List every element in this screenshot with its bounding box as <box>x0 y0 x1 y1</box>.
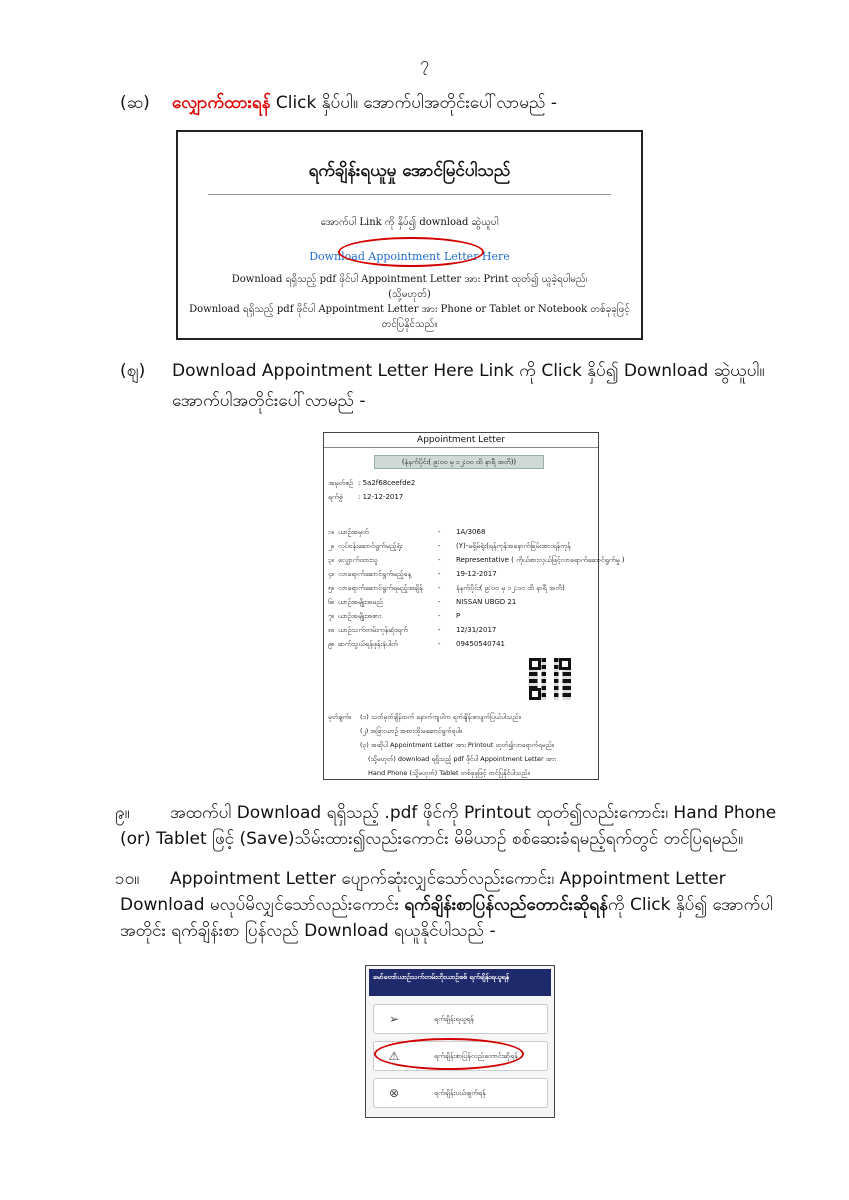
highlight-oval <box>338 237 484 267</box>
paragraph-10-text-a: Appointment Letter ပျောက်ဆုံးလျှင်သော်လည်းကောင်း၊ Appointment Letter Download မလုပ်မိလျှင်သော်လည်းကောင်း <box>120 869 726 915</box>
appointment-letter-screenshot <box>323 432 625 780</box>
success-title: ရက်ချိန်းရယူမှု အောင်မြင်ပါသည် <box>308 161 511 181</box>
warning-icon: ⚠ <box>388 1049 400 1063</box>
letter-row: ၁။ ယာဉ်အမှတ် - 1A/3068 <box>328 528 486 536</box>
menu-header: မော်တော်ယာဉ်သက်တမ်းတိုးယာဉ်စစ် ရက်ချိန်းရယူရန် <box>369 969 551 996</box>
menu-item-label: ရက်ချိန်းရယူရန် <box>434 1015 474 1023</box>
step-ja-text: Click နှိပ်ပါ။ အောက်ပါအတိုင်းပေါ်လာမည် - <box>270 93 557 113</box>
letter-note: (၃) အဆိုပါ Appointment Letter အား Printout ထုတ်၍လာရောက်ရမည်။ <box>360 741 554 749</box>
highlight-oval <box>374 1038 524 1070</box>
letter-note: Hand Phone (သို့မဟုတ်) Tablet တစ်ခုခုဖြင့် တင်ပြနိုင်ပါသည်။ <box>368 769 530 777</box>
letter-time-band: (နံနက်ပိုင်း( ၉:၀၀ မှ ၁၂:၀၀ ထိ နာရီ အတိ)) <box>374 455 544 469</box>
title-divider <box>208 194 611 195</box>
download-appointment-link[interactable]: Download Appointment Letter Here <box>309 250 510 263</box>
menu-get-appointment-button[interactable] <box>373 1004 548 1034</box>
paragraph-10 <box>115 866 800 944</box>
letter-meta-row: အမှတ်စဉ် : 5a2f68ceefde2 <box>328 479 416 487</box>
letter-row: ၈။ ယာဉ်သက်တမ်းကုန်ဆုံးရက် - 12/31/2017 <box>328 626 497 634</box>
step-ja <box>120 90 557 116</box>
step-jha-text: Download Appointment Letter Here Link ကို Click နှိပ်၍ Download ဆွဲယူပါ။ <box>172 361 765 381</box>
step-jha-label: (ဈ) <box>120 361 146 381</box>
step-ja-label: (ဆ) <box>120 93 150 113</box>
success-note-3: Download ရရှိသည့် pdf ဖိုင်ပါ Appointment Letter အား Phone or Tablet or Notebook တစ်ခုခုဖြင့် တင်ပြနိုင်သည်။ <box>189 304 630 330</box>
success-note-2: (သို့မဟုတ်) <box>388 289 431 300</box>
apply-link-text: လျှောက်ထားရန် <box>172 93 271 113</box>
letter-notes-label: မှတ်ချက်။ <box>328 713 352 721</box>
step-jha-line2: အောက်ပါအတိုင်းပေါ်လာမည် - <box>172 391 366 411</box>
letter-row: ၇။ ယာဉ်အမျိုးအစား - P <box>328 612 461 620</box>
qr-corner <box>529 658 541 670</box>
menu-item-label: ရက်ချိန်းစာပြန်လည်တောင်းဆိုရန် <box>434 1052 518 1060</box>
appointment-menu-screenshot <box>365 965 555 1118</box>
letter-meta-row: ရက်စွဲ : 12-12-2017 <box>328 493 404 501</box>
request-letter-link-text: ရက်ချိန်းစာပြန်လည်တောင်းဆိုရန် <box>404 895 608 915</box>
letter-row: ၄။ လာရောက်ဆောင်ရွက်မည့်နေ့ - 19-12-2017 <box>328 570 497 578</box>
paragraph-9-text: အထက်ပါ Download ရရှိသည့် .pdf ဖိုင်ကို Printout ထုတ်၍လည်းကောင်း၊ Hand Phone (or) Tablet ဖြင့် (Save)သိမ်းထား၍လည်းကောင်း မိမိယာဉ် စစ်ဆေးခံရမည့်ရက်တွင် တင်ပြရမည်။ <box>120 803 777 849</box>
download-instruction: အောက်ပါ Link ကို နှိပ်၍ download ဆွဲယူပါ <box>320 217 499 228</box>
letter-header: Appointment Letter <box>417 435 505 445</box>
letter-note: (သို့မဟုတ်) download ရရှိသည့် pdf ဖိုင်ပါ Appointment Letter အား <box>368 755 557 763</box>
send-icon: ➢ <box>388 1012 400 1026</box>
success-screenshot <box>176 130 643 340</box>
letter-row: ၂။ လုပ်ငန်းဆောင်ရွက်မည့်ရုံး - (Y)-မရှိမ်ရုံး(ရန်ကုန်အနောက်ခြမ်းအားရန်ကုန် <box>328 542 571 550</box>
letter-row: ၆။ ယာဉ်အမျိုးအမည် - NISSAN UBGD 21 <box>328 598 517 606</box>
qr-corner <box>529 688 541 700</box>
page-number: ၇ <box>420 53 429 72</box>
qr-corner <box>559 658 571 670</box>
menu-cancel-appointment-button[interactable] <box>373 1078 548 1108</box>
paragraph-9-number: ၉။ <box>115 803 130 823</box>
letter-row: ၃။ လျှောက်ထားသူ - Representative ( ကိုယ်စားလှယ်ဖြင့်လာရောက်ဆောင်ရွက်မှု ) <box>328 556 625 564</box>
letter-row: ၉။ ဆက်သွယ်ရန်ဖုန်းနံပါတ် - 09450540741 <box>328 640 505 648</box>
menu-item-label: ရက်ချိန်းပယ်ဖျက်ရန် <box>434 1089 486 1097</box>
letter-note: (၂) အခြားယာဉ် အစားထိုးမဆောင်ရွက်ရပါ။ <box>360 727 463 735</box>
paragraph-10-text-b: ကို Click နှိပ်၍ အောက်ပါအတိုင်း ရက်ချိန်းစာ ပြန်လည် Download ရယူနိုင်ပါသည် - <box>120 895 773 941</box>
letter-row: ၅။ လာရောက်ဆောင်ရွက်ရမည့်အချိန် - နံနက်ပိုင်း( ၉:၀၀ မှ ၁၂:၀၀ ထိ နာရီ အတိ) <box>328 584 565 592</box>
success-note-1: Download ရရှိသည့် pdf ဖိုင်ပါ Appointment Letter အား Print ထုတ်၍ ယူခဲ့ရပါမည်၊ <box>231 274 588 285</box>
paragraph-9 <box>115 800 800 852</box>
letter-header-rule <box>324 447 598 448</box>
step-jha <box>120 358 764 384</box>
paragraph-10-number: ၁၀။ <box>115 869 140 889</box>
cancel-icon: ⊗ <box>388 1086 400 1100</box>
letter-note: (၁) သတ်မှတ်ချိန်ထက် နောက်ကျပါက ရက်ချိန်းစာပျက်ပြယ်ပါသည်။ <box>360 713 521 721</box>
